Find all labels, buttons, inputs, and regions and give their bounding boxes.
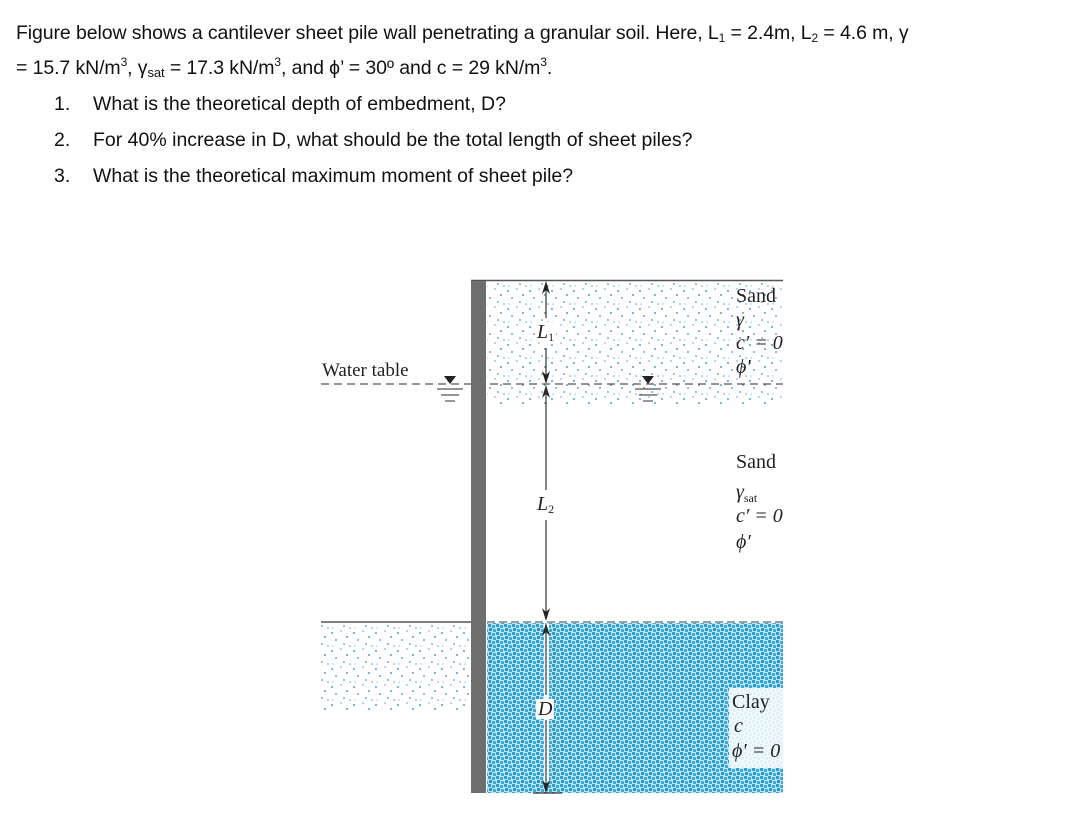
layer1-phi bbox=[736, 357, 751, 377]
cohesion-value: c′ = 0 bbox=[736, 505, 783, 527]
layer3-phi bbox=[732, 741, 780, 761]
layer2-name: Sand bbox=[736, 451, 776, 473]
cohesion-symbol: c bbox=[734, 715, 743, 737]
l2-subscript: 2 bbox=[811, 31, 819, 45]
layer1-cohesion bbox=[736, 333, 783, 353]
question-number: 2. bbox=[54, 129, 71, 151]
water-table-label: Water table bbox=[322, 360, 409, 381]
question-number: 3. bbox=[54, 165, 71, 187]
layer3-name: Clay bbox=[732, 691, 770, 713]
phi-symbol: ϕ′ bbox=[736, 531, 751, 553]
layer1-gamma bbox=[736, 310, 744, 330]
superscript: 3 bbox=[120, 55, 128, 69]
l1-subscript: 1 bbox=[548, 330, 555, 344]
sat-subscript: sat bbox=[743, 491, 758, 505]
intro-text: Figure below shows a cantilever sheet pile wall penetrating a granular soil. Here, L bbox=[16, 22, 719, 44]
question-text: What is the theoretical depth of embedment, D? bbox=[93, 93, 506, 115]
intro-text: = 17.3 kN/m bbox=[164, 57, 275, 79]
layer1-name: Sand bbox=[736, 285, 776, 307]
sand-layer-left bbox=[321, 624, 471, 710]
d-symbol: D bbox=[538, 698, 553, 720]
l1-subscript: 1 bbox=[718, 31, 726, 45]
intro-text: = 2.4m, L bbox=[725, 22, 812, 44]
question-number: 1. bbox=[54, 93, 71, 115]
question-text: What is the theoretical maximum moment of sheet pile? bbox=[93, 165, 574, 187]
sat-subscript: sat bbox=[147, 65, 165, 80]
layer2-cohesion bbox=[736, 506, 783, 526]
phi-value: ϕ′ = 0 bbox=[732, 740, 781, 762]
layer2-phi bbox=[736, 532, 751, 552]
superscript: 3 bbox=[274, 55, 281, 69]
sheet-pile bbox=[471, 281, 486, 793]
intro-text: = 4.6 m, γ bbox=[818, 22, 909, 44]
intro-text: = 15.7 kN/m bbox=[16, 57, 121, 79]
phi-symbol: ϕ′ bbox=[736, 356, 751, 378]
d-label bbox=[536, 699, 554, 719]
intro-text: , and ϕ’ = 30º and c = 29 kN/m bbox=[280, 57, 541, 79]
l2-label bbox=[535, 494, 556, 514]
l1-symbol: L bbox=[537, 321, 549, 343]
l1-label bbox=[535, 322, 556, 342]
question-text: For 40% increase in D, what should be the total length of sheet piles? bbox=[93, 129, 693, 151]
gamma-symbol: γ bbox=[736, 481, 744, 503]
gamma-symbol: γ bbox=[736, 309, 744, 331]
l2-subscript: 2 bbox=[548, 502, 555, 516]
intro-text: . bbox=[546, 57, 553, 79]
layer2-gamma-sat bbox=[736, 482, 757, 504]
layer3-cohesion bbox=[734, 716, 743, 736]
l2-symbol: L bbox=[537, 493, 549, 515]
cohesion-value: c′ = 0 bbox=[736, 332, 783, 354]
superscript: 3 bbox=[540, 55, 547, 69]
intro-text: , γ bbox=[127, 57, 148, 79]
water-table-symbol-icon bbox=[437, 376, 463, 401]
